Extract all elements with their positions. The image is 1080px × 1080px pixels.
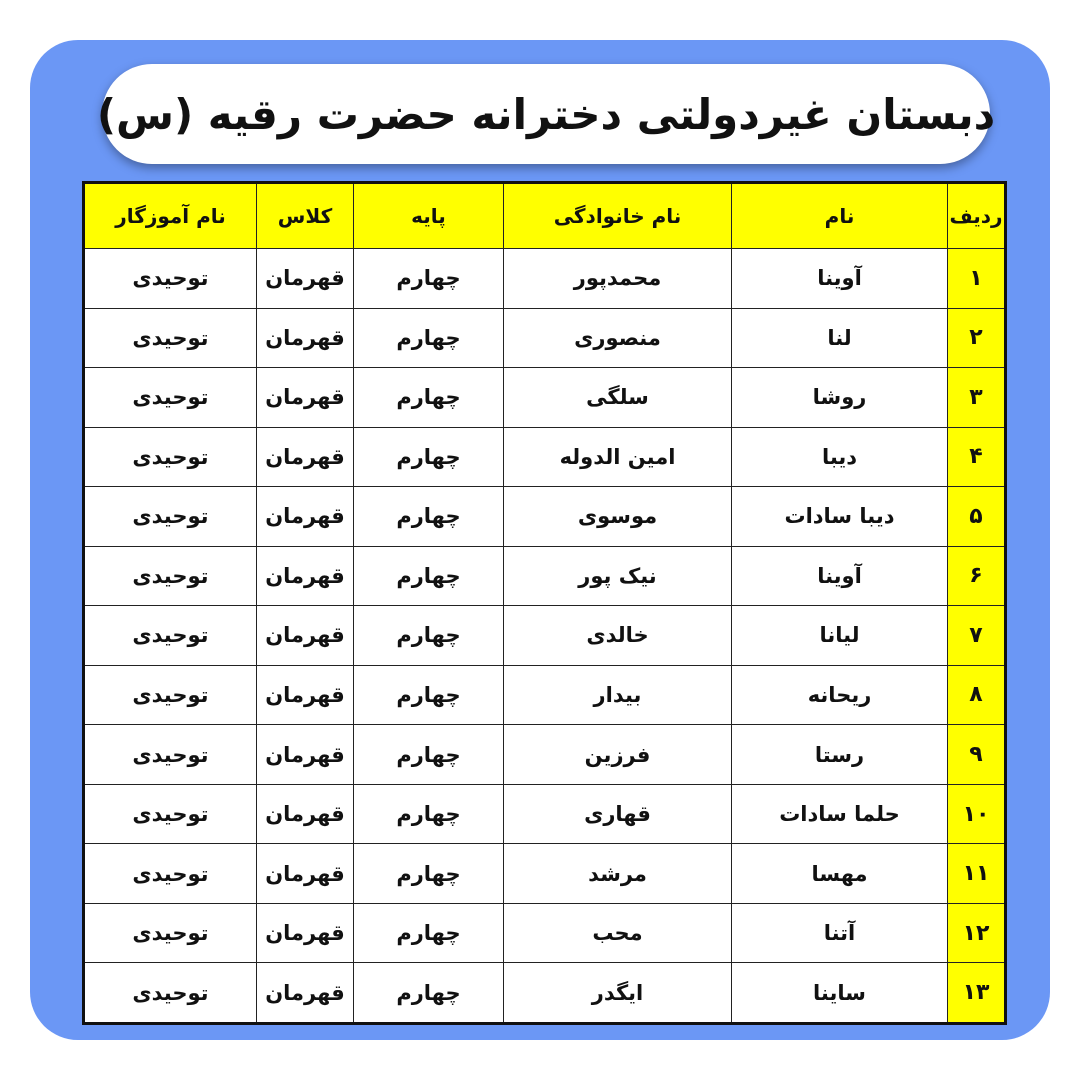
header-teacher: نام آموزگار xyxy=(84,183,257,249)
teacher-cell: توحیدی xyxy=(84,665,257,725)
table-row xyxy=(84,784,1006,844)
teacher-cell: توحیدی xyxy=(84,844,257,904)
grade-cell: چهارم xyxy=(354,844,504,904)
teacher-cell: توحیدی xyxy=(84,308,257,368)
table-row xyxy=(84,725,1006,785)
first-name-cell: حلما سادات xyxy=(732,784,948,844)
header-row-number: ردیف xyxy=(948,183,1006,249)
grade-cell: چهارم xyxy=(354,308,504,368)
first-name-cell: دیبا سادات xyxy=(732,487,948,547)
last-name-cell: سلگی xyxy=(504,368,732,428)
class-cell: قهرمان xyxy=(257,546,354,606)
row-number-cell: ۱۱ xyxy=(948,844,1006,904)
first-name-cell: روشا xyxy=(732,368,948,428)
table-header-row xyxy=(84,183,1006,249)
first-name-cell: لنا xyxy=(732,308,948,368)
table-body xyxy=(84,249,1006,1024)
grade-cell: چهارم xyxy=(354,903,504,963)
row-number-cell: ۵ xyxy=(948,487,1006,547)
last-name-cell: محمدپور xyxy=(504,249,732,309)
header-last-name: نام خانوادگی xyxy=(504,183,732,249)
table-row xyxy=(84,308,1006,368)
teacher-cell: توحیدی xyxy=(84,368,257,428)
class-cell: قهرمان xyxy=(257,368,354,428)
table-row xyxy=(84,665,1006,725)
teacher-cell: توحیدی xyxy=(84,725,257,785)
row-number-cell: ۶ xyxy=(948,546,1006,606)
class-cell: قهرمان xyxy=(257,665,354,725)
last-name-cell: فرزین xyxy=(504,725,732,785)
grade-cell: چهارم xyxy=(354,606,504,666)
table-row xyxy=(84,606,1006,666)
teacher-cell: توحیدی xyxy=(84,903,257,963)
grade-cell: چهارم xyxy=(354,665,504,725)
class-cell: قهرمان xyxy=(257,606,354,666)
table-row xyxy=(84,487,1006,547)
header-first-name: نام xyxy=(732,183,948,249)
class-cell: قهرمان xyxy=(257,725,354,785)
class-cell: قهرمان xyxy=(257,427,354,487)
class-cell: قهرمان xyxy=(257,249,354,309)
grade-cell: چهارم xyxy=(354,963,504,1024)
first-name-cell: دیبا xyxy=(732,427,948,487)
first-name-cell: آوینا xyxy=(732,546,948,606)
grade-cell: چهارم xyxy=(354,427,504,487)
class-cell: قهرمان xyxy=(257,308,354,368)
first-name-cell: ریحانه xyxy=(732,665,948,725)
class-cell: قهرمان xyxy=(257,487,354,547)
last-name-cell: خالدی xyxy=(504,606,732,666)
teacher-cell: توحیدی xyxy=(84,784,257,844)
row-number-cell: ۲ xyxy=(948,308,1006,368)
last-name-cell: مرشد xyxy=(504,844,732,904)
last-name-cell: منصوری xyxy=(504,308,732,368)
first-name-cell: ساینا xyxy=(732,963,948,1024)
row-number-cell: ۴ xyxy=(948,427,1006,487)
first-name-cell: رستا xyxy=(732,725,948,785)
last-name-cell: ایگدر xyxy=(504,963,732,1024)
table-row xyxy=(84,546,1006,606)
last-name-cell: نیک پور xyxy=(504,546,732,606)
first-name-cell: مهسا xyxy=(732,844,948,904)
last-name-cell: محب xyxy=(504,903,732,963)
student-table xyxy=(82,181,1007,1025)
last-name-cell: قهاری xyxy=(504,784,732,844)
last-name-cell: بیدار xyxy=(504,665,732,725)
grade-cell: چهارم xyxy=(354,487,504,547)
page-title: دبستان غیردولتی دخترانه حضرت رقیه (س) xyxy=(96,89,996,139)
teacher-cell: توحیدی xyxy=(84,546,257,606)
grade-cell: چهارم xyxy=(354,546,504,606)
header-class: کلاس xyxy=(257,183,354,249)
table-row xyxy=(84,844,1006,904)
table-row xyxy=(84,249,1006,309)
row-number-cell: ۱۲ xyxy=(948,903,1006,963)
first-name-cell: آتنا xyxy=(732,903,948,963)
row-number-cell: ۱۰ xyxy=(948,784,1006,844)
teacher-cell: توحیدی xyxy=(84,249,257,309)
class-cell: قهرمان xyxy=(257,784,354,844)
title-banner xyxy=(96,64,996,164)
class-cell: قهرمان xyxy=(257,963,354,1024)
row-number-cell: ۱ xyxy=(948,249,1006,309)
grade-cell: چهارم xyxy=(354,249,504,309)
last-name-cell: امین الدوله xyxy=(504,427,732,487)
row-number-cell: ۹ xyxy=(948,725,1006,785)
teacher-cell: توحیدی xyxy=(84,427,257,487)
table-row xyxy=(84,963,1006,1024)
header-grade: پایه xyxy=(354,183,504,249)
class-cell: قهرمان xyxy=(257,903,354,963)
table-row xyxy=(84,903,1006,963)
table-row xyxy=(84,427,1006,487)
teacher-cell: توحیدی xyxy=(84,606,257,666)
last-name-cell: موسوی xyxy=(504,487,732,547)
grade-cell: چهارم xyxy=(354,725,504,785)
grade-cell: چهارم xyxy=(354,784,504,844)
teacher-cell: توحیدی xyxy=(84,963,257,1024)
row-number-cell: ۱۳ xyxy=(948,963,1006,1024)
grade-cell: چهارم xyxy=(354,368,504,428)
row-number-cell: ۸ xyxy=(948,665,1006,725)
first-name-cell: آوینا xyxy=(732,249,948,309)
teacher-cell: توحیدی xyxy=(84,487,257,547)
row-number-cell: ۳ xyxy=(948,368,1006,428)
table-row xyxy=(84,368,1006,428)
first-name-cell: لیانا xyxy=(732,606,948,666)
row-number-cell: ۷ xyxy=(948,606,1006,666)
class-cell: قهرمان xyxy=(257,844,354,904)
